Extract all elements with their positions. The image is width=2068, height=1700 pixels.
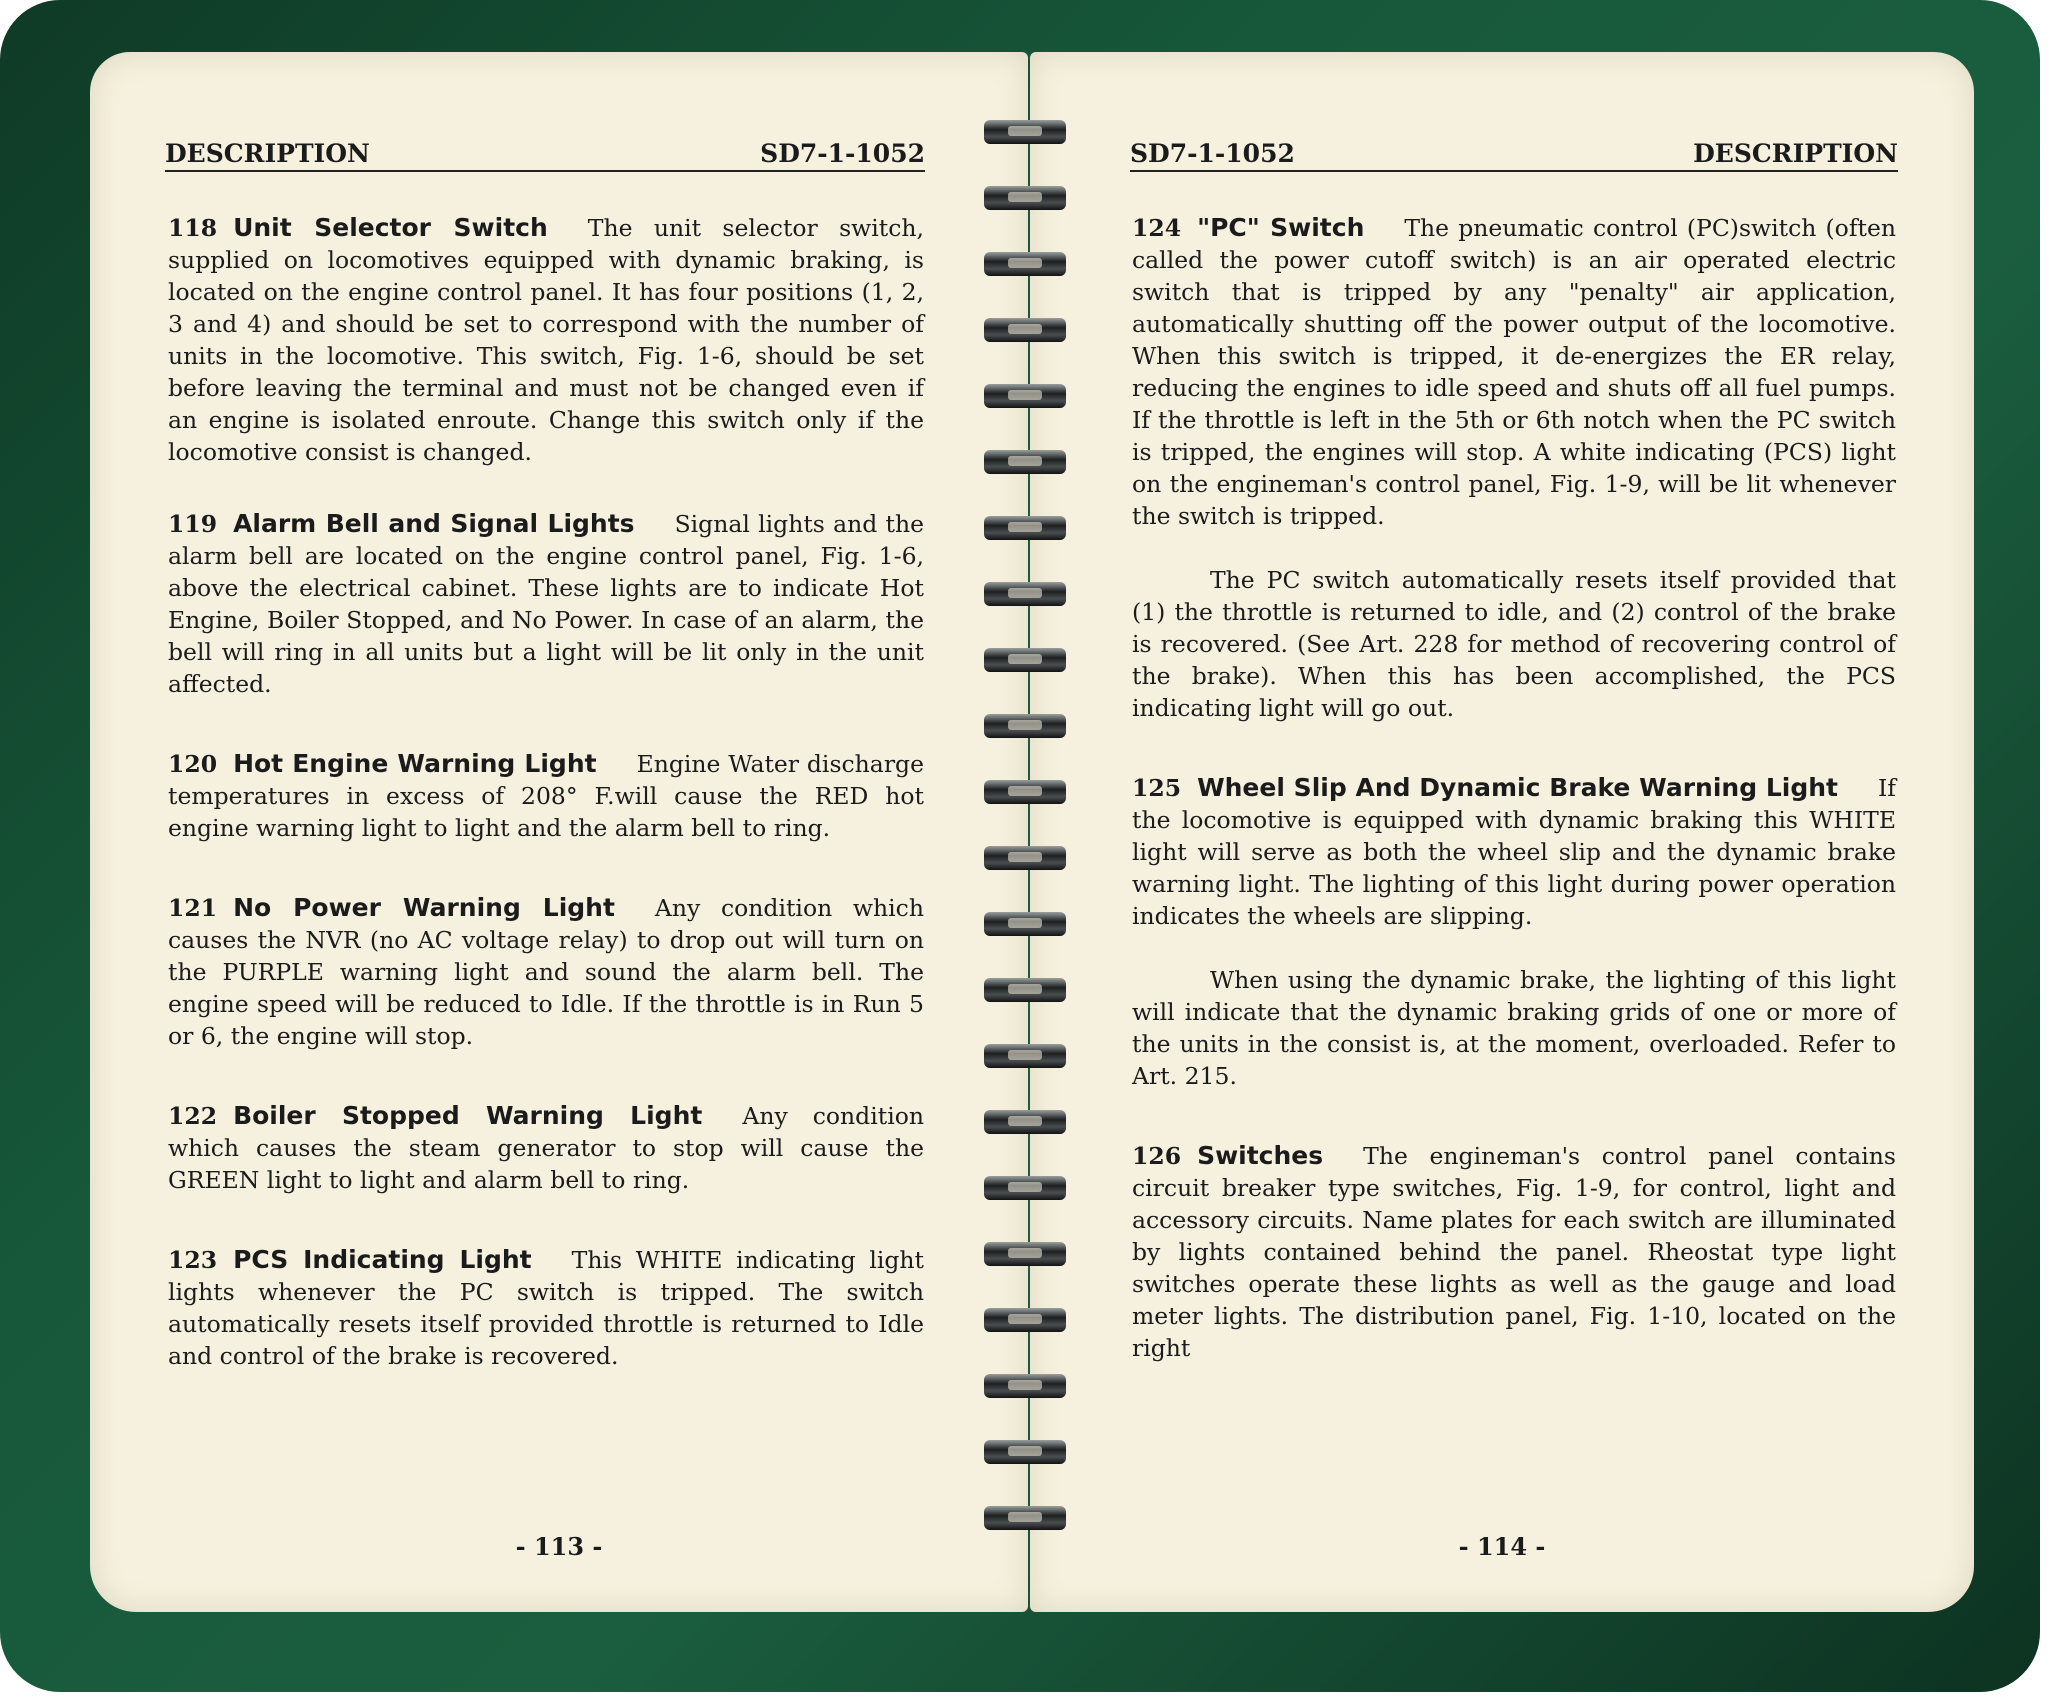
article-125 [1132,772,1896,1092]
binding-coil [984,1176,1066,1200]
binding-coil [984,780,1066,804]
article-number: 119 [168,510,218,538]
article-text: If the locomotive is equipped with dynamic braking this WHITE light will serve as both the wheel slip and the dynamic brake warning light. The lighting of this light during power operation indicates the wheels are slipping. [1132,774,1896,930]
article-title: Alarm Bell and Signal Lights [233,509,635,538]
binding-coil [984,120,1066,144]
article-title: PCS Indicating Light [233,1245,532,1274]
binding-coil [984,714,1066,738]
binding-coil [984,1506,1066,1530]
article-number: 125 [1132,774,1182,802]
article-number: 124 [1132,214,1182,242]
left-page-header [165,132,925,172]
article-text: The engineman's control panel contains circuit breaker type switches, Fig. 1-9, for control, light and accessory circuits. Name plates for each switch are illuminated by lights contained behind the panel. Rheostat type light switches operate these lights as well as the gauge and load meter lights. The distribution panel, Fig. 1-10, located on the right [1132,1142,1896,1362]
binding-coil [984,1044,1066,1068]
article-paragraph: When using the dynamic brake, the lighting of this light will indicate that the dynamic braking grids of one or more of the units in the consist is, at the moment, overloaded. Refer to Art. 215. [1132,966,1896,1090]
article-text: The unit selector switch, supplied on locomotives equipped with dynamic braking, is located on the engine control panel. It has four positions (1, 2, 3 and 4) and should be set to correspond with the number of units in the locomotive. This switch, Fig. 1-6, should be set before leaving the terminal and must not be changed even if an engine is isolated enroute. Change this switch only if the locomotive consist is changed. [168,214,924,466]
binding-coil [984,1374,1066,1398]
binding-coil [984,648,1066,672]
article-number: 126 [1132,1142,1182,1170]
article-text: Signal lights and the alarm bell are located on the engine control panel, Fig. 1-6, above the electrical cabinet. These lights are to indicate Hot Engine, Boiler Stopped, and No Power. In case of an alarm, the bell will ring in all units but a light will be lit only in the unit affected. [168,510,924,698]
article-number: 123 [168,1246,218,1274]
binding-coil [984,1308,1066,1332]
binding-coil [984,978,1066,1002]
left-page-content [168,212,924,1372]
binding-coil [984,384,1066,408]
binding-coil [984,1110,1066,1134]
right-page-header [1130,132,1898,172]
article-title: Boiler Stopped Warning Light [233,1101,703,1130]
article-title: Switches [1197,1141,1324,1170]
article-text: Any condition which causes the NVR (no AC voltage relay) to drop out will turn on the PURPLE warning light and sound the alarm bell. The engine speed will be reduced to Idle. If the throttle is in Run 5 or 6, the engine will stop. [168,894,924,1050]
binding-coil [984,450,1066,474]
article-text: Any condition which causes the steam generator to stop will cause the GREEN light to light and alarm bell to ring. [168,1102,924,1194]
article-paragraph: The PC switch automatically resets itself provided that (1) the throttle is returned to idle, and (2) control of the brake is recovered. (See Art. 228 for method of recovering control of the brake). When this has been accomplished, the PCS indicating light will go out. [1132,566,1896,722]
header-document-code: SD7-1-1052 [760,139,925,168]
article-119 [168,508,924,700]
right-page [1030,52,1974,1612]
binding-coil [984,1242,1066,1266]
right-page-content [1132,212,1896,1364]
binding-coil [984,846,1066,870]
article-number: 122 [168,1102,218,1130]
binding-coil [984,318,1066,342]
header-document-code: SD7-1-1052 [1130,139,1295,168]
binding-coil [984,582,1066,606]
article-123 [168,1244,924,1372]
left-page [90,52,1028,1612]
binding-coil [984,186,1066,210]
article-text: This WHITE indicating light lights whenever the PC switch is tripped. The switch automatically resets itself provided throttle is returned to Idle and control of the brake is recovered. [168,1246,924,1370]
article-title: No Power Warning Light [233,893,615,922]
binding-coil [984,252,1066,276]
article-118 [168,212,924,468]
header-section-title: DESCRIPTION [165,139,370,168]
article-122 [168,1100,924,1196]
header-section-title: DESCRIPTION [1693,139,1898,168]
article-text: The pneumatic control (PC)switch (often called the power cutoff switch) is an air operated electric switch that is tripped by any "penalty" air application, automatically shutting off the power output of the locomotive. When this switch is tripped, it de-energizes the ER relay, reducing the engines to idle speed and shuts off all fuel pumps. If the throttle is left in the 5th or 6th notch when the PC switch is tripped, the engines will stop. A white indicating (PCS) light on the engineman's control panel, Fig. 1-9, will be lit whenever the switch is tripped. [1132,214,1897,530]
article-title: Hot Engine Warning Light [233,749,597,778]
article-number: 120 [168,750,218,778]
article-124 [1132,212,1896,724]
article-title: "PC" Switch [1197,213,1365,242]
article-120 [168,748,924,844]
page-number: - 114 - [1458,1532,1546,1561]
article-126 [1132,1140,1896,1364]
article-number: 118 [168,214,218,242]
article-121 [168,892,924,1052]
binding-coil [984,1440,1066,1464]
article-text: Engine Water discharge temperatures in excess of 208° F.will cause the RED hot engine warning light to light and the alarm bell to ring. [168,750,925,842]
article-number: 121 [168,894,218,922]
article-title: Unit Selector Switch [233,213,548,242]
spiral-binding [984,110,1074,1570]
binding-coil [984,912,1066,936]
page-number: - 113 - [515,1532,603,1561]
article-title: Wheel Slip And Dynamic Brake Warning Light [1197,773,1839,802]
binding-coil [984,516,1066,540]
